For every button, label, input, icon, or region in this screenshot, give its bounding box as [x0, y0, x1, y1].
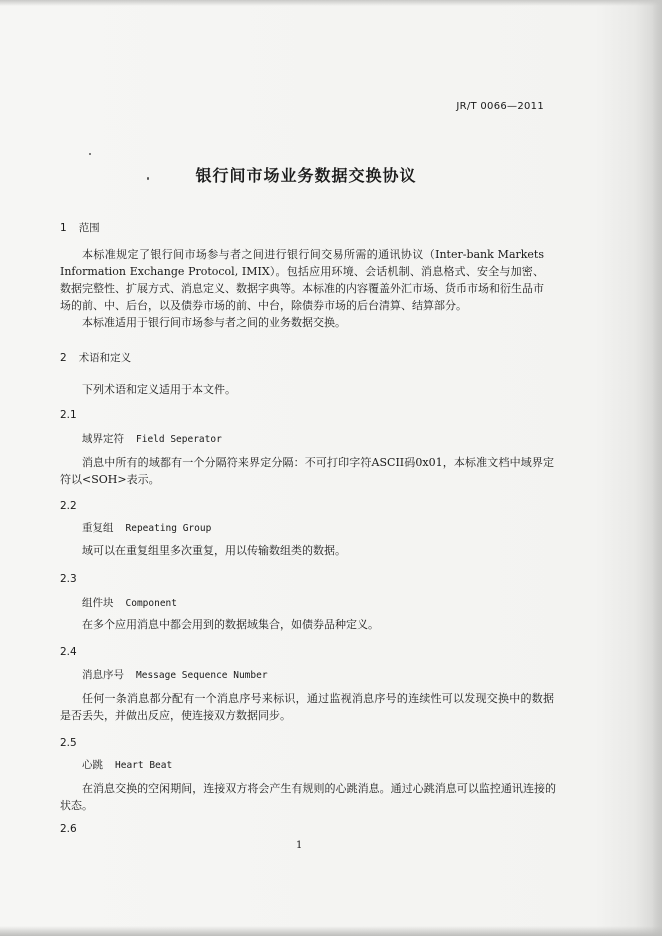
section-title: 术语和定义: [78, 352, 132, 364]
term-zh: 组件块: [82, 597, 114, 609]
section-heading-terms: [60, 351, 131, 366]
term-en: Component: [125, 598, 177, 609]
term-definition: 任何一条消息都分配有一个消息序号来标识，通过监视消息序号的连续性可以发现交换中的数据是否丢失，并做出反应，使连接双方数据同步。: [60, 692, 554, 722]
term-heading: [82, 432, 222, 447]
term-zh: 心跳: [82, 759, 103, 771]
term-number: 2.1: [60, 409, 77, 421]
scan-speck: [89, 153, 91, 155]
term-heading: [82, 758, 172, 773]
term-zh: 消息序号: [82, 669, 124, 681]
section-title: 范围: [78, 222, 100, 234]
term-number: 2.6: [60, 823, 77, 835]
term-definition: 域可以在重复组里多次重复，用以传输数组类的数据。: [82, 544, 346, 557]
term-heading: [82, 521, 211, 536]
term-zh: 域界定符: [82, 433, 124, 445]
term-en: Message Sequence Number: [136, 670, 268, 681]
scan-shadow-top: [0, 0, 662, 6]
section-number: 1: [60, 222, 67, 234]
scope-paragraph: 本标准规定了银行间市场参与者之间进行银行间交易所需的通讯协议（Inter-bank Markets Information Exchange Protocol, IMIX）。包括应用环境、会话机制、消息格式、安全与加密、数据完整性、扩展方式、消息定义、数据字典等。本标准的内容覆盖外汇市场、货币市场和衍生品市场的前、中、后台，以及债券市场的前、中台，除债券市场的后台清算、结算部分。: [60, 248, 544, 312]
terms-intro: 下列术语和定义适用于本文件。: [82, 383, 236, 396]
term-definition: 在消息交换的空闲期间，连接双方将会产生有规则的心跳消息。通过心跳消息可以监控通讯连接的状态。: [60, 782, 556, 812]
term-zh: 重复组: [82, 522, 114, 534]
scan-shadow-right: [652, 0, 662, 936]
standard-code: JR/T 0066—2011: [456, 101, 544, 112]
term-definition: 在多个应用消息中都会用到的数据域集合，如债券品种定义。: [82, 618, 379, 631]
term-number: 2.3: [60, 573, 77, 585]
document-title: 银行间市场业务数据交换协议: [195, 166, 417, 185]
term-heading: [82, 668, 268, 683]
scan-shadow-bottom: [0, 926, 662, 936]
applicability-paragraph: 本标准适用于银行间市场参与者之间的业务数据交换。: [82, 316, 346, 329]
page-number: 1: [296, 840, 303, 851]
term-heading: [82, 596, 177, 611]
term-en: Heart Beat: [115, 760, 173, 771]
term-number: 2.5: [60, 737, 77, 749]
term-en: Field Seperator: [136, 434, 222, 445]
section-heading-scope: [60, 221, 100, 236]
term-definition: 消息中所有的域都有一个分隔符来界定分隔：不可打印字符ASCII码0x01，本标准文档中域界定符以<SOH>表示。: [60, 456, 554, 486]
section-number: 2: [60, 352, 67, 364]
term-en: Repeating Group: [125, 523, 212, 534]
term-number: 2.2: [60, 500, 77, 512]
term-number: 2.4: [60, 646, 77, 658]
